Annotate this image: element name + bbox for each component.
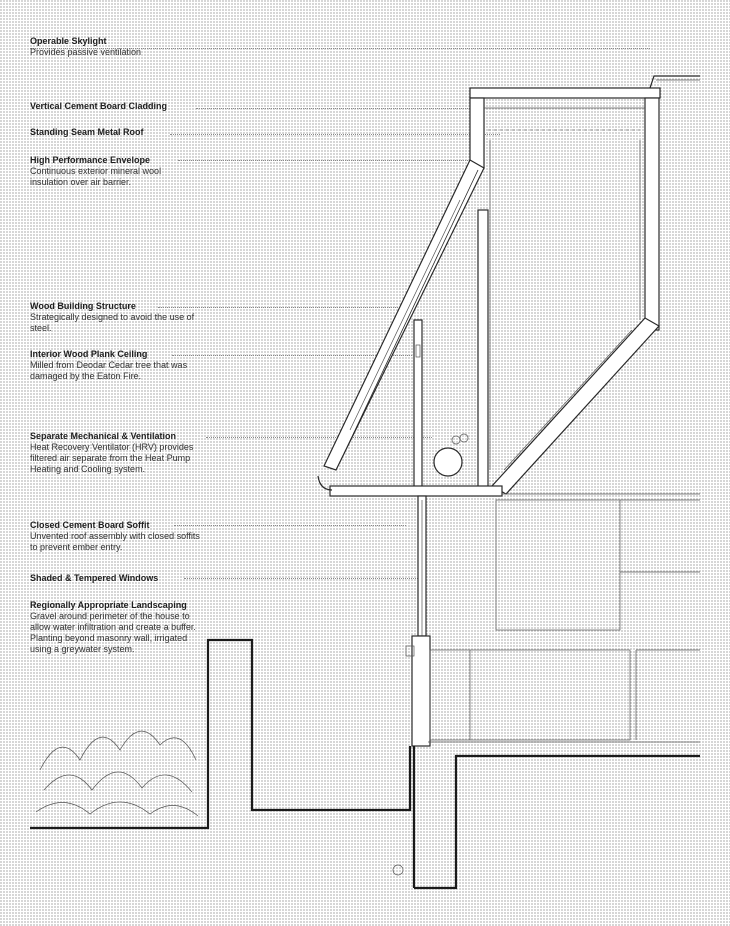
annotation-desc: Provides passive ventilation xyxy=(30,47,142,57)
interior-frames xyxy=(428,500,700,742)
annotation-title: Wood Building Structure xyxy=(30,301,136,311)
annotation-title: High Performance Envelope xyxy=(30,155,151,165)
annotation-title: Regionally Appropriate Landscaping xyxy=(30,600,187,610)
annotation-desc: Strategically designed to avoid the use of steel. xyxy=(30,312,195,333)
annotation-desc: Unvented roof assembly with closed soffits to prevent ember entry. xyxy=(30,531,200,552)
window-column xyxy=(406,496,430,746)
annotation-title: Interior Wood Plank Ceiling xyxy=(30,349,148,359)
annotation-title: Vertical Cement Board Cladding xyxy=(30,101,168,111)
parapet xyxy=(470,76,700,98)
sloped-roof xyxy=(324,160,484,470)
annotation-title: Closed Cement Board Soffit xyxy=(30,520,150,530)
annotation-title: Shaded & Tempered Windows xyxy=(30,573,159,583)
annotation-title: Separate Mechanical & Ventilation xyxy=(30,431,177,441)
sloped-ceiling xyxy=(492,318,659,494)
annotation-title: Operable Skylight xyxy=(30,36,107,46)
landscape-planting xyxy=(36,731,198,816)
foundation xyxy=(30,640,700,888)
annotation-desc: Milled from Deodar Cedar tree that was damaged by the Eaton Fire. xyxy=(30,360,188,381)
annotation-desc: Gravel around perimeter of the house to allow water infiltration and create a buffer. Planting beyond masonry wall, irrigated using a greywater system. xyxy=(30,611,196,654)
annotation-desc: Heat Recovery Ventilator (HRV) provides filtered air separate from the Heat Pump Heating and Cooling system. xyxy=(30,442,194,474)
annotation-title: Standing Seam Metal Roof xyxy=(30,127,144,137)
annotation-desc: Continuous exterior mineral wool insulation over air barrier. xyxy=(30,166,162,187)
hrv-duct xyxy=(434,434,468,476)
